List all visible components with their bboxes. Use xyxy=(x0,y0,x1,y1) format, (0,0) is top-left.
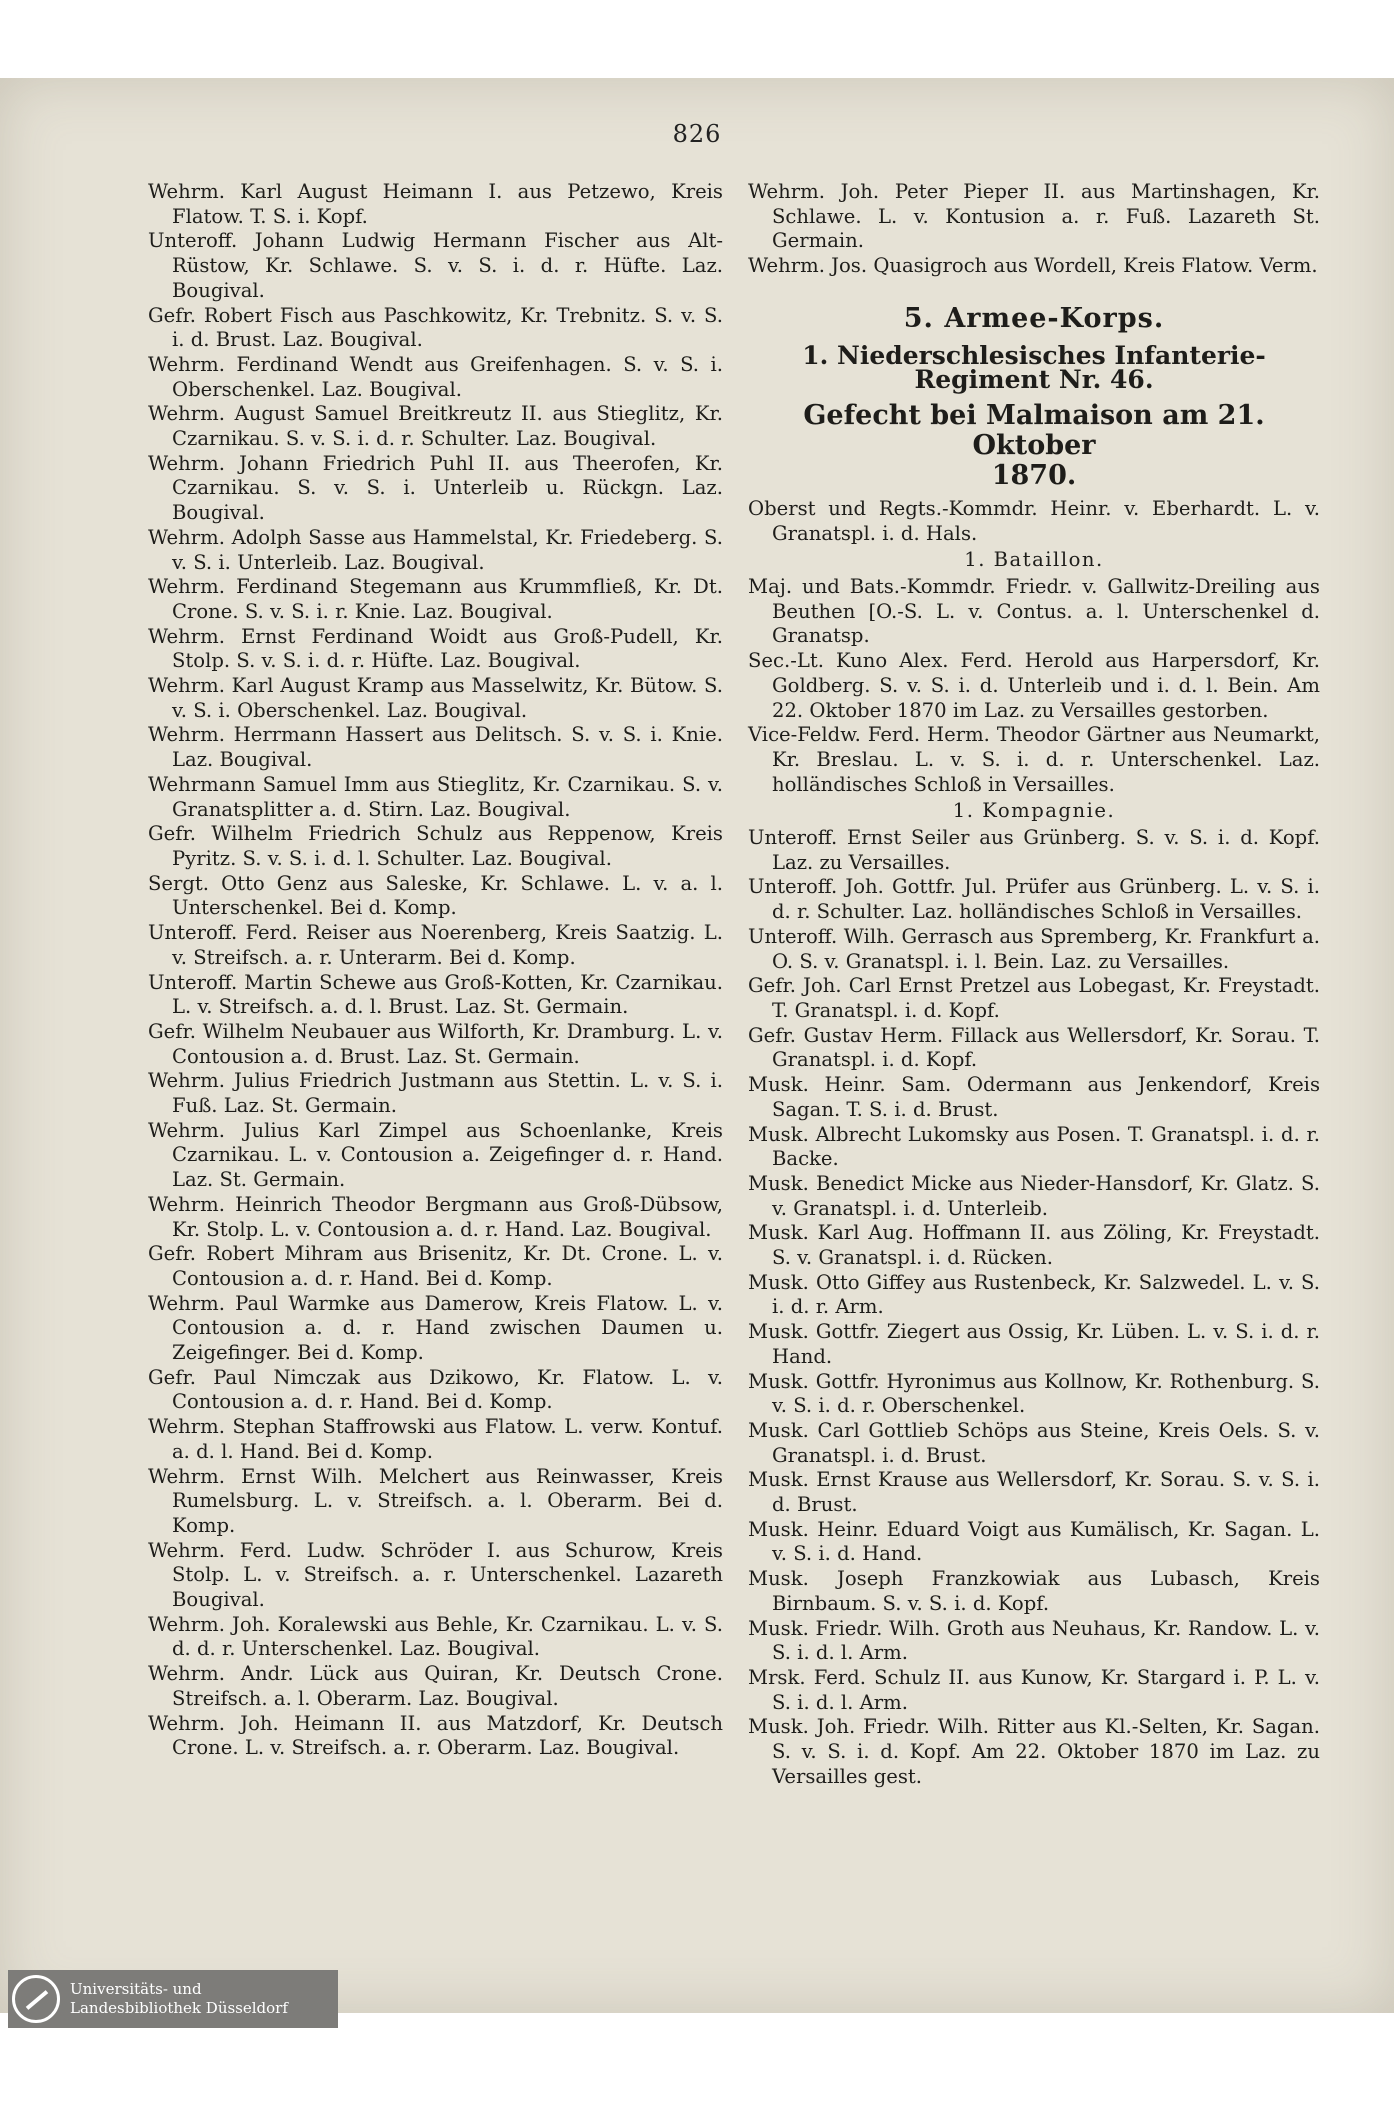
casualty-entry: Musk. Gottfr. Hyronimus aus Kollnow, Kr. Rothenburg. S. v. S. i. d. r. Oberschenkel. xyxy=(748,1369,1320,1418)
regiment-heading: 1. Niederschlesisches Infanterie-Regiment Nr. 46. xyxy=(802,340,1266,395)
casualty-entry: Musk. Benedict Micke aus Nieder-Hansdorf, Kr. Glatz. S. v. Granatspl. i. d. Unterleib. xyxy=(748,1171,1320,1220)
footer-line2: Landesbibliothek Düsseldorf xyxy=(70,1999,288,2017)
casualty-entry: Wehrm. Ferdinand Wendt aus Greifenhagen. S. v. S. i. Oberschenkel. Laz. Bougival. xyxy=(148,352,723,401)
casualty-entry: Unteroff. Joh. Gottfr. Jul. Prüfer aus Grünberg. L. v. S. i. d. r. Schulter. Laz. holländisches Schloß in Versailles. xyxy=(748,875,1320,924)
casualty-entry: Gefr. Gustav Herm. Fillack aus Wellersdorf, Kr. Sorau. T. Granatspl. i. d. Kopf. xyxy=(748,1023,1320,1072)
casualty-entry: Musk. Heinr. Eduard Voigt aus Kumälisch, Kr. Sagan. L. v. S. i. d. Hand. xyxy=(748,1517,1320,1566)
casualty-entry: Gefr. Paul Nimczak aus Dzikowo, Kr. Flatow. L. v. Contousion a. d. r. Hand. Bei d. Komp. xyxy=(148,1365,723,1414)
casualty-entry: Wehrm. Karl August Heimann I. aus Petzewo, Kreis Flatow. T. S. i. Kopf. xyxy=(148,180,723,228)
subhead-bataillon: 1. Bataillon. xyxy=(964,548,1104,572)
casualty-entry: Wehrm. Paul Warmke aus Damerow, Kreis Flatow. L. v. Contousion a. d. r. Hand zwischen Daumen u. Zeigefinger. Bei d. Komp. xyxy=(148,1291,723,1365)
casualty-entry: Wehrm. Adolph Sasse aus Hammelstal, Kr. Friedeberg. S. v. S. i. Unterleib. Laz. Bougival. xyxy=(148,525,723,574)
casualty-entry: Mrsk. Ferd. Schulz II. aus Kunow, Kr. Stargard i. P. L. v. S. i. d. l. Arm. xyxy=(748,1665,1320,1714)
scan-bottom-margin xyxy=(0,2013,1394,2121)
casualty-entry: Musk. Albrecht Lukomsky aus Posen. T. Granatspl. i. d. r. Backe. xyxy=(748,1122,1320,1171)
library-footer xyxy=(8,1970,338,2028)
casualty-entry: Musk. Joseph Franzkowiak aus Lubasch, Kreis Birnbaum. S. v. S. i. d. Kopf. xyxy=(748,1567,1320,1615)
casualty-entry: Musk. Friedr. Wilh. Groth aus Neuhaus, Kr. Randow. L. v. S. i. d. l. Arm. xyxy=(748,1616,1320,1665)
casualty-entry: Wehrm. Andr. Lück aus Quiran, Kr. Deutsch Crone. Streifsch. a. l. Oberarm. Laz. Bougival. xyxy=(148,1662,723,1710)
casualty-entry: Wehrm. Ernst Wilh. Melchert aus Reinwasser, Kreis Rumelsburg. L. v. Streifsch. a. l. Oberarm. Bei d. Komp. xyxy=(148,1464,723,1537)
casualty-entry: Wehrm. Julius Karl Zimpel aus Schoenlanke, Kreis Czarnikau. L. v. Contousion a. Zeigefinger d. r. Hand. Laz. St. Germain. xyxy=(148,1118,723,1192)
footer-line1: Universitäts- und xyxy=(70,1980,202,1998)
casualty-entry: Gefr. Wilhelm Friedrich Schulz aus Reppenow, Kreis Pyritz. S. v. S. i. d. l. Schulter. Laz. Bougival. xyxy=(148,822,723,870)
casualty-entry: Musk. Gottfr. Ziegert aus Ossig, Kr. Lüben. L. v. S. i. d. r. Hand. xyxy=(748,1320,1320,1368)
korps-heading: 5. Armee-Korps. xyxy=(903,302,1165,334)
casualty-entry: Maj. und Bats.-Kommdr. Friedr. v. Gallwitz-Dreiling aus Beuthen [O.-S. L. v. Contus. a. l. Unterschenkel d. Granatsp. xyxy=(748,575,1320,648)
casualty-entry: Wehrm. Joh. Heimann II. aus Matzdorf, Kr. Deutsch Crone. L. v. Streifsch. a. r. Oberarm. Laz. Bougival. xyxy=(148,1711,723,1760)
casualty-entry: Musk. Joh. Friedr. Wilh. Ritter aus Kl.-Selten, Kr. Sagan. S. v. S. i. d. Kopf. Am 22. Oktober 1870 im Laz. zu Versailles gest. xyxy=(748,1715,1320,1788)
footer-text xyxy=(70,1980,288,2018)
casualty-entry: Sergt. Otto Genz aus Saleske, Kr. Schlawe. L. v. a. l. Unterschenkel. Bei d. Komp. xyxy=(148,871,723,920)
gefecht-heading xyxy=(748,401,1320,491)
casualty-entry: Wehrm. Herrmann Hassert aus Delitsch. S. v. S. i. Knie. Laz. Bougival. xyxy=(148,723,723,772)
casualty-entry: Musk. Carl Gottlieb Schöps aus Steine, Kreis Oels. S. v. Granatspl. i. d. Brust. xyxy=(748,1418,1320,1467)
casualty-entry: Unteroff. Martin Schewe aus Groß-Kotten, Kr. Czarnikau. L. v. Streifsch. a. d. l. Brust. Laz. St. Germain. xyxy=(148,970,723,1019)
casualty-entry: Musk. Otto Giffey aus Rustenbeck, Kr. Salzwedel. L. v. S. i. d. r. Arm. xyxy=(748,1270,1320,1319)
casualty-entry: Wehrm. Joh. Koralewski aus Behle, Kr. Czarnikau. L. v. S. d. d. r. Unterschenkel. Laz. Bougival. xyxy=(148,1612,723,1661)
casualty-entry: Unteroff. Wilh. Gerrasch aus Spremberg, Kr. Frankfurt a. O. S. v. Granatspl. i. l. Bein. Laz. zu Versailles. xyxy=(748,924,1320,973)
casualty-entry: Gefr. Joh. Carl Ernst Pretzel aus Lobegast, Kr. Freystadt. T. Granatspl. i. d. Kopf. xyxy=(748,974,1320,1022)
casualty-entry: Sec.-Lt. Kuno Alex. Ferd. Herold aus Harpersdorf, Kr. Goldberg. S. v. S. i. d. Unterleib und i. d. l. Bein. Am 22. Oktober 1870 im Laz. zu Versailles gestorben. xyxy=(748,649,1320,722)
casualty-entry: Wehrmann Samuel Imm aus Stieglitz, Kr. Czarnikau. S. v. Granatsplitter a. d. Stirn. Laz. Bougival. xyxy=(148,772,723,821)
right-column xyxy=(748,180,1320,1789)
subhead-kompagnie: 1. Kompagnie. xyxy=(952,799,1116,823)
casualty-entry: Gefr. Wilhelm Neubauer aus Wilforth, Kr. Dramburg. L. v. Contousion a. d. Brust. Laz. St. Germain. xyxy=(148,1019,723,1068)
casualty-entry: Wehrm. Jos. Quasigroch aus Wordell, Kreis Flatow. Verm. xyxy=(748,254,1318,278)
left-column xyxy=(148,180,723,1761)
casualty-entry: Wehrm. Ferdinand Stegemann aus Krummfließ, Kr. Dt. Crone. S. v. S. i. r. Knie. Laz. Bougival. xyxy=(148,575,723,623)
casualty-entry: Wehrm. August Samuel Breitkreutz II. aus Stieglitz, Kr. Czarnikau. S. v. S. i. d. r. Schulter. Laz. Bougival. xyxy=(148,402,723,451)
casualty-entry: Vice-Feldw. Ferd. Herm. Theodor Gärtner aus Neumarkt, Kr. Breslau. L. v. S. i. d. r. Unterschenkel. Laz. holländisches Schloß in Versailles. xyxy=(748,723,1320,796)
gefecht-heading-line2: 1870. xyxy=(991,459,1077,491)
casualty-entry: Musk. Karl Aug. Hoffmann II. aus Zöling, Kr. Freystadt. S. v. Granatspl. i. d. Rücken. xyxy=(748,1221,1320,1270)
casualty-entry: Gefr. Robert Mihram aus Brisenitz, Kr. Dt. Crone. L. v. Contousion a. d. r. Hand. Bei d. Komp. xyxy=(148,1242,723,1290)
casualty-entry: Unteroff. Ernst Seiler aus Grünberg. S. v. S. i. d. Kopf. Laz. zu Versailles. xyxy=(748,826,1320,874)
gefecht-heading-line1: Gefecht bei Malmaison am 21. Oktober xyxy=(803,399,1265,461)
casualty-entry: Wehrm. Joh. Peter Pieper II. aus Martinshagen, Kr. Schlawe. L. v. Kontusion a. r. Fuß. Lazareth St. Germain. xyxy=(748,180,1320,253)
casualty-entry: Wehrm. Ernst Ferdinand Woidt aus Groß-Pudell, Kr. Stolp. S. v. S. i. d. r. Hüfte. Laz. Bougival. xyxy=(148,624,723,673)
casualty-entry: Gefr. Robert Fisch aus Paschkowitz, Kr. Trebnitz. S. v. S. i. d. Brust. Laz. Bougival. xyxy=(148,303,723,352)
casualty-entry: Musk. Ernst Krause aus Wellersdorf, Kr. Sorau. S. v. S. i. d. Brust. xyxy=(748,1468,1320,1517)
casualty-entry: Musk. Heinr. Sam. Odermann aus Jenkendorf, Kreis Sagan. T. S. i. d. Brust. xyxy=(748,1073,1320,1121)
casualty-entry: Wehrm. Ferd. Ludw. Schröder I. aus Schurow, Kreis Stolp. L. v. Streifsch. a. r. Unterschenkel. Lazareth Bougival. xyxy=(148,1538,723,1612)
casualty-entry: Unteroff. Ferd. Reiser aus Noerenberg, Kreis Saatzig. L. v. Streifsch. a. r. Unterarm. Bei d. Komp. xyxy=(148,921,723,969)
casualty-entry: Wehrm. Heinrich Theodor Bergmann aus Groß-Dübsow, Kr. Stolp. L. v. Contousion a. d. r. Hand. Laz. Bougival. xyxy=(148,1192,723,1241)
casualty-entry: Unteroff. Johann Ludwig Hermann Fischer aus Alt-Rüstow, Kr. Schlawe. S. v. S. i. d. r. Hüfte. Laz. Bougival. xyxy=(148,229,723,302)
ulb-logo-icon xyxy=(12,1975,60,2023)
casualty-entry: Oberst und Regts.-Kommdr. Heinr. v. Eberhardt. L. v. Granatspl. i. d. Hals. xyxy=(748,496,1320,545)
page-number: 826 xyxy=(672,120,722,148)
casualty-entry: Wehrm. Karl August Kramp aus Masselwitz, Kr. Bütow. S. v. S. i. Oberschenkel. Laz. Bougival. xyxy=(148,674,723,722)
casualty-entry: Wehrm. Stephan Staffrowski aus Flatow. L. verw. Kontuf. a. d. l. Hand. Bei d. Komp. xyxy=(148,1415,723,1463)
casualty-entry: Wehrm. Julius Friedrich Justmann aus Stettin. L. v. S. i. Fuß. Laz. St. Germain. xyxy=(148,1069,723,1118)
casualty-entry: Wehrm. Johann Friedrich Puhl II. aus Theerofen, Kr. Czarnikau. S. v. S. i. Unterleib u. Rückgn. Laz. Bougival. xyxy=(148,451,723,525)
